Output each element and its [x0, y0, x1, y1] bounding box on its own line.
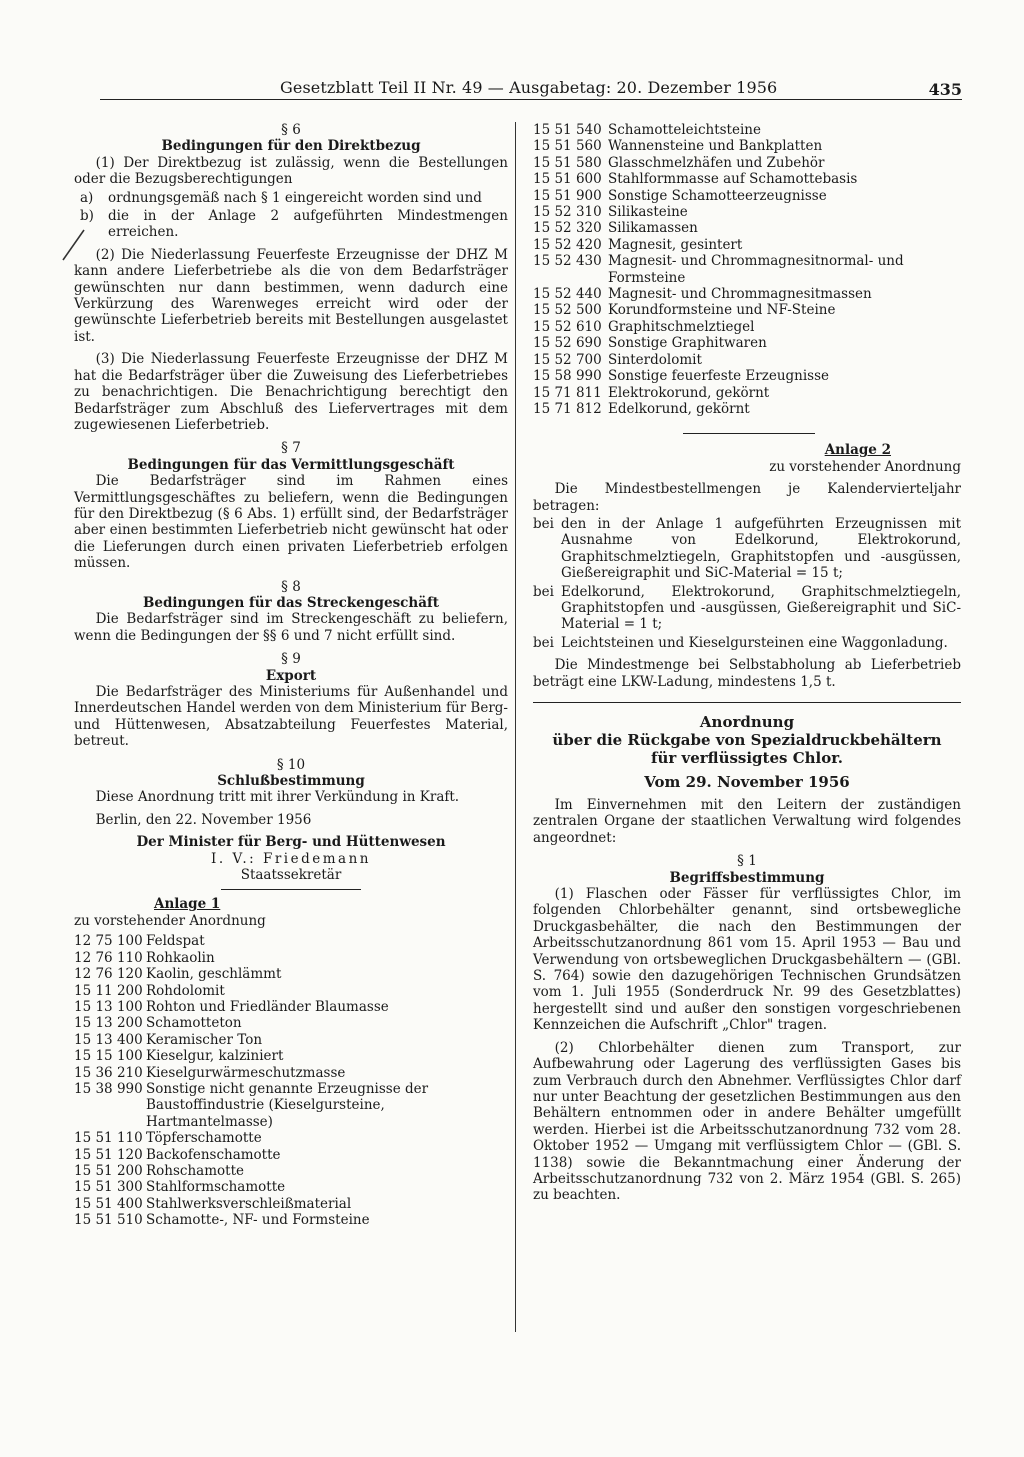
item-name: Rohdolomit — [146, 982, 225, 999]
item-name: Kieselgurwärmeschutzmasse — [146, 1064, 346, 1081]
right-column — [533, 122, 961, 1204]
paragraph: (3) Die Niederlassung Feuerfeste Erzeugnisse der DHZ M hat die Bedarfsträger über die Zuweisung des Lieferbetriebes zu benachrichtigen. Die Benachrichtigung berechtigt den Bedarfsträger zum Abschluß des Liefervertrages mit dem zugewiesenen Lieferbetrieb. — [74, 351, 508, 433]
item-name: Schamotte-, NF- und Formsteine — [146, 1212, 370, 1229]
item-name: Stahlwerksverschleißmaterial — [146, 1195, 352, 1212]
item-name: Kieselgur, kalziniert — [146, 1048, 284, 1065]
item-name: Backofenschamotte — [146, 1146, 281, 1163]
paragraph: (1) Flaschen oder Fässer für verflüssigtes Chlor, im folgenden Chlorbehälter genannt, sind ortsbewegliche Druckgasbehälter, die nach den Bestimmungen der Arbeitsschutzanordnung 861 vom 15. April 1953 — Bau und Verwendung von ortsbeweglichen Druckgasbehältern — (GBl. S. 764) sowie den dazugehörigen Technischen Grundsätzen vom 1. Juli 1955 (Sonderdruck Nr. 99 des Gesetzblattes) hergestellt sind und außer den sonstigen vorgeschriebenen Kennzeichen die Aufschrift „Chlor" tragen. — [533, 886, 961, 1034]
list-item — [533, 237, 961, 253]
list-item — [74, 950, 508, 966]
paragraph: (1) Der Direktbezug ist zulässig, wenn die Bestellungen oder die Bezugsberechtigungen — [74, 154, 508, 188]
paragraph: Im Einvernehmen mit den Leitern der zuständigen zentralen Organe der staatlichen Verwaltung wird folgendes angeordnet: — [533, 797, 961, 846]
item-code: 15 51 580 — [533, 154, 602, 171]
anlage1-subtitle: zu vorstehender Anordnung — [74, 912, 266, 929]
list-item — [74, 190, 508, 206]
item-name: Feldspat — [146, 933, 205, 950]
item-name: Silikamassen — [608, 220, 698, 237]
item-code: 15 51 600 — [533, 171, 602, 188]
list-item — [74, 1032, 508, 1048]
item-code: 15 51 900 — [533, 187, 602, 204]
anlage1-list — [74, 933, 508, 1228]
item-code: 15 51 110 — [74, 1130, 143, 1147]
item-name: Rohkaolin — [146, 949, 215, 966]
item-code: 15 51 400 — [74, 1195, 143, 1212]
bei-text: den in der Anlage 1 aufgeführten Erzeugnissen mit Ausnahme von Edelkorund, Elektrokorund, Graphitschmelztiegeln, Graphitstopfen und -ausgüssen, Gießereigraphit und SiC-Material = 15 t; — [561, 515, 961, 582]
item-code: 15 52 430 — [533, 253, 602, 270]
list-text: die in der Anlage 2 aufgeführten Mindestmengen erreichen. — [108, 208, 508, 241]
list-item — [74, 999, 508, 1015]
separator-rule — [683, 433, 815, 434]
item-code: 15 38 990 — [74, 1080, 143, 1097]
item-name: Keramischer Ton — [146, 1031, 263, 1048]
list-item — [74, 1048, 508, 1064]
list-item — [74, 1147, 508, 1163]
anlage2-subtitle: zu vorstehender Anordnung — [769, 458, 961, 475]
item-code: 15 52 440 — [533, 286, 602, 303]
item-code: 15 51 200 — [74, 1162, 143, 1179]
bei-label: bei — [533, 634, 554, 651]
page-header — [100, 78, 962, 100]
item-name: Stahlformschamotte — [146, 1179, 286, 1196]
list-item — [74, 1065, 508, 1081]
item-code: 15 51 540 — [533, 122, 602, 138]
section-title: Export — [265, 667, 317, 684]
item-code: 15 52 500 — [533, 302, 602, 319]
list-item — [74, 208, 508, 241]
paragraph: Die Bedarfsträger sind im Streckengeschäft zu beliefern, wenn die Bedingungen der §§ 6 und 7 nicht erfüllt sind. — [74, 611, 508, 644]
list-item — [74, 1179, 508, 1195]
list-item — [533, 352, 961, 368]
left-column — [74, 122, 508, 1229]
paragraph: Diese Anordnung tritt mit ihrer Verkündung in Kraft. — [95, 789, 460, 806]
item-code: 12 76 110 — [74, 949, 143, 966]
item-code: 15 13 400 — [74, 1031, 143, 1048]
list-item — [533, 171, 961, 187]
item-name: Magnesit- und Chrommagnesitnormal- und Formsteine — [608, 253, 904, 286]
item-code: 15 51 510 — [74, 1212, 143, 1229]
separator-rule — [533, 702, 961, 703]
list-item — [533, 253, 961, 286]
item-code: 15 15 100 — [74, 1048, 143, 1065]
section-number: § 1 — [737, 853, 757, 870]
list-item — [533, 335, 961, 351]
anlage1-title: Anlage 1 — [154, 896, 221, 913]
item-code: 15 52 690 — [533, 335, 602, 352]
list-label: b) — [80, 208, 94, 225]
item-name: Sonstige Schamotteerzeugnisse — [608, 187, 827, 204]
section-title: Schlußbestimmung — [217, 773, 365, 790]
item-code: 15 58 990 — [533, 368, 602, 385]
item-code: 15 52 320 — [533, 220, 602, 237]
separator-rule — [221, 889, 361, 890]
list-item — [533, 302, 961, 318]
bei-text: Leichtsteinen und Kieselgursteinen eine Waggonladung. — [561, 634, 948, 651]
section-number: § 8 — [281, 578, 301, 595]
anlage2-title: Anlage 2 — [824, 442, 891, 459]
item-name: Magnesit, gesintert — [608, 236, 743, 253]
place-date: Berlin, den 22. November 1956 — [95, 811, 312, 828]
item-name: Stahlformmasse auf Schamottebasis — [608, 171, 858, 188]
item-name: Sonstige feuerfeste Erzeugnisse — [608, 368, 830, 385]
item-code: 15 51 560 — [533, 138, 602, 155]
paragraph: Die Mindestmenge bei Selbstabholung ab Lieferbetrieb beträgt eine LKW-Ladung, mindestens 1,5 t. — [533, 657, 961, 690]
item-code: 12 75 100 — [74, 933, 143, 950]
list-item — [533, 204, 961, 220]
item-code: 15 36 210 — [74, 1064, 143, 1081]
paragraph: Die Bedarfsträger des Ministeriums für Außenhandel und Innerdeutschen Handel werden von dem Ministerium für Berg- und Hüttenwesen, Absatzabteilung Feuerfestes Material, betreut. — [74, 684, 508, 750]
item-code: 15 52 610 — [533, 318, 602, 335]
item-name: Schamotteton — [146, 1015, 242, 1032]
list-item — [533, 122, 961, 138]
ordinance-subject: über die Rückgabe von Spezialdruckbehältern für verflüssigtes Chlor. — [552, 731, 942, 767]
list-item — [74, 1212, 508, 1228]
list-item — [533, 138, 961, 154]
list-text: ordnungsgemäß nach § 1 eingereicht worden sind und — [108, 189, 482, 206]
item-name: Edelkorund, gekörnt — [608, 400, 750, 417]
section-title: Bedingungen für den Direktbezug — [161, 138, 421, 155]
item-name: Wannensteine und Bankplatten — [608, 138, 823, 155]
ordinance-title: Anordnung — [699, 713, 795, 731]
section-title: Begriffsbestimmung — [669, 869, 825, 886]
item-code: 15 71 812 — [533, 400, 602, 417]
list-item — [74, 1130, 508, 1146]
item-code: 15 11 200 — [74, 982, 143, 999]
section-number: § 6 — [281, 122, 301, 138]
item-name: Elektrokorund, gekörnt — [608, 384, 770, 401]
section-number: § 9 — [281, 651, 301, 668]
list-item — [74, 1163, 508, 1179]
list-item — [74, 1196, 508, 1212]
item-name: Korundformsteine und NF-Steine — [608, 302, 836, 319]
bei-list — [533, 516, 961, 651]
paragraph: (2) Die Niederlassung Feuerfeste Erzeugnisse der DHZ M kann andere Lieferbetriebe als die von dem Bedarfsträger gewünschten nur dann bestimmen, wenn dadurch eine Verkürzung des Warenweges erreicht wird oder der gewünschte Lieferbetrieb bereits mit Bestellungen ausgelastet ist. — [74, 246, 508, 345]
bei-item — [533, 635, 961, 651]
item-name: Graphitschmelztiegel — [608, 318, 755, 335]
bei-item — [533, 516, 961, 582]
page-number: 435 — [928, 80, 962, 99]
item-code: 15 52 310 — [533, 204, 602, 221]
item-code: 15 13 200 — [74, 1015, 143, 1032]
paragraph: Die Mindestbestellmengen je Kalendervierteljahr betragen: — [533, 481, 961, 514]
item-name: Sonstige nicht genannte Erzeugnisse der Baustoffindustrie (Kieselgursteine, Hartmantelmasse) — [146, 1080, 429, 1130]
list-item — [74, 966, 508, 982]
section-number: § 7 — [281, 440, 301, 457]
signature-office: Der Minister für Berg- und Hüttenwesen — [136, 834, 446, 851]
list-item — [533, 401, 961, 417]
list-item — [533, 155, 961, 171]
section-title: Bedingungen für das Streckengeschäft — [142, 594, 440, 611]
item-name: Sonstige Graphitwaren — [608, 335, 767, 352]
section-number: § 10 — [276, 756, 306, 773]
bei-text: Edelkorund, Elektrokorund, Graphitschmelztiegeln, Graphitstopfen und -ausgüssen, Gießereigraphit und SiC-Material = 1 t; — [561, 583, 961, 633]
item-name: Töpferschamotte — [146, 1130, 262, 1147]
list-item — [533, 188, 961, 204]
anlage1-list-continued — [533, 122, 961, 417]
signature-role: Staatssekretär — [240, 867, 342, 884]
list-item — [533, 319, 961, 335]
item-code: 15 51 300 — [74, 1179, 143, 1196]
ordinance-date: Vom 29. November 1956 — [644, 773, 850, 791]
item-name: Glasschmelzhäfen und Zubehör — [608, 154, 825, 171]
item-code: 15 52 700 — [533, 351, 602, 368]
item-code: 15 52 420 — [533, 236, 602, 253]
list-item — [74, 983, 508, 999]
paragraph: Die Bedarfsträger sind im Rahmen eines Vermittlungsgeschäftes zu beliefern, wenn die Bedingungen für den Direktbezug (§ 6 Abs. 1) erfüllt sind, der Bedarfsträger aber einen bestimmten Lieferbetrieb nicht gewünscht hat oder die Lieferungen durch einen privaten Lieferbetrieb erfolgen müssen. — [74, 473, 508, 572]
item-name: Rohton und Friedländer Blaumasse — [146, 998, 389, 1015]
item-code: 12 76 120 — [74, 966, 143, 983]
section-title: Bedingungen für das Vermittlungsgeschäft — [127, 456, 455, 473]
item-code: 15 71 811 — [533, 384, 602, 401]
list-item — [533, 286, 961, 302]
list-item — [74, 1015, 508, 1031]
list-item — [533, 368, 961, 384]
item-name: Kaolin, geschlämmt — [146, 966, 282, 983]
list-item — [533, 220, 961, 236]
item-code: 15 13 100 — [74, 998, 143, 1015]
list-item — [74, 1081, 508, 1130]
paragraph: (2) Chlorbehälter dienen zum Transport, zur Aufbewahrung oder Lagerung des verflüssigten Gases bis zum Verbrauch durch den Abnehmer. Verflüssigtes Chlor darf nur unter Beachtung der gesetzlichen Bestimmungen aus den Behältern entnommen oder in andere Behälter umgefüllt werden. Hierbei ist die Arbeitsschutzanordnung 732 vom 28. Oktober 1952 — Umgang mit verflüssigtem Chlor — (GBl. S. 1138) sowie die Bekanntmachung einer Änderung der Arbeitsschutzanordnung 732 von 2. März 1954 (GBl. S. 265) zu beachten. — [533, 1039, 961, 1204]
item-name: Sinterdolomit — [608, 351, 702, 368]
bei-item — [533, 584, 961, 633]
item-name: Rohschamotte — [146, 1162, 244, 1179]
signature-name: I. V.: Friedemann — [211, 850, 371, 867]
item-name: Schamotteleichtsteine — [608, 122, 761, 138]
item-name: Magnesit- und Chrommagnesitmassen — [608, 286, 872, 303]
bei-label: bei — [533, 515, 554, 532]
bei-label: bei — [533, 583, 554, 600]
header-title: Gesetzblatt Teil II Nr. 49 — Ausgabetag: 20. Dezember 1956 — [280, 78, 778, 97]
column-divider — [515, 122, 516, 1332]
list-label: a) — [80, 189, 94, 206]
list-item — [74, 933, 508, 949]
anlage2-title-wrap — [533, 442, 961, 458]
list-item — [533, 385, 961, 401]
item-name: Silikasteine — [608, 204, 688, 221]
item-code: 15 51 120 — [74, 1146, 143, 1163]
header-rule — [100, 99, 962, 100]
